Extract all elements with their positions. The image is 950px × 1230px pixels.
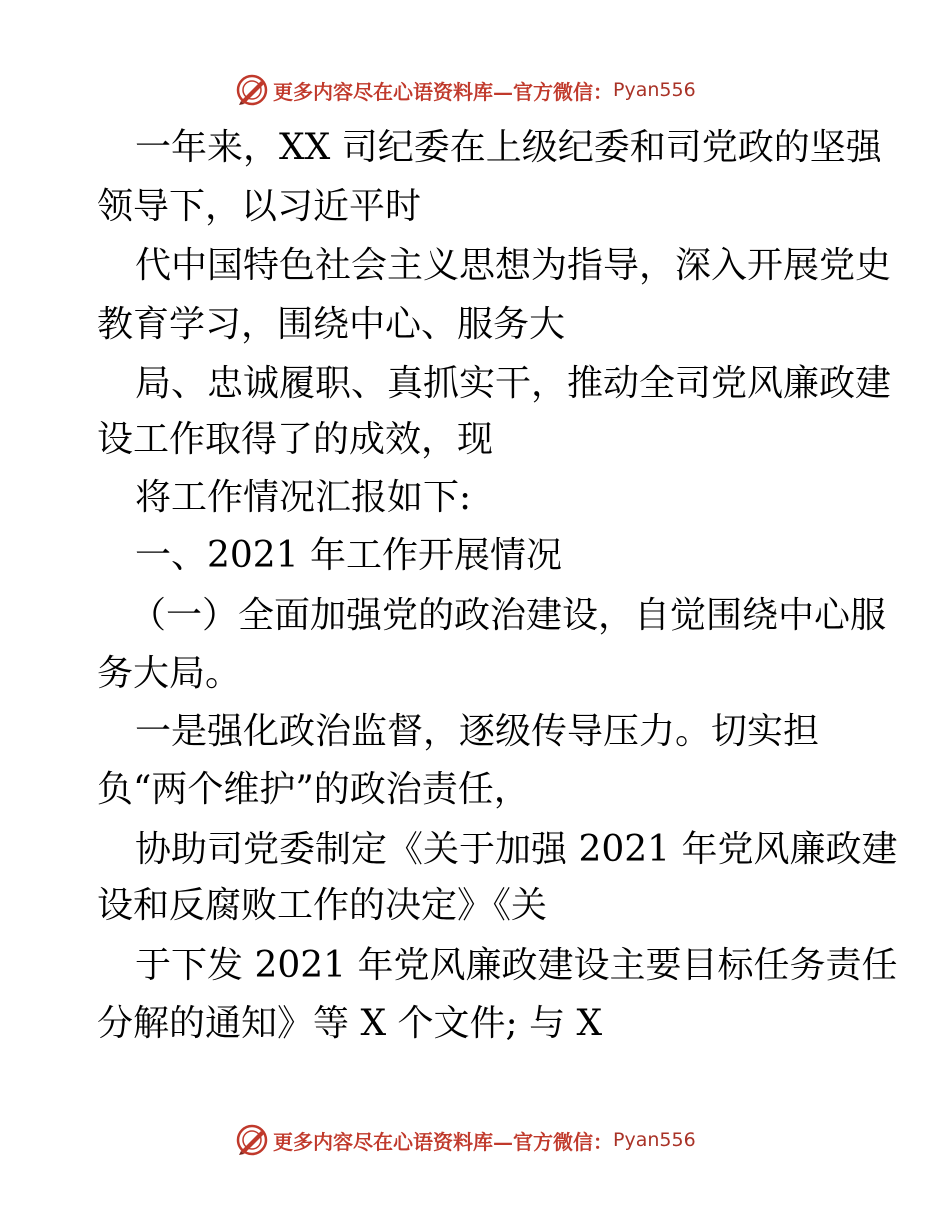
body-line: 领导下，以习近平时 xyxy=(97,186,422,227)
body-line: 分解的通知》等 X 个文件; 与 X xyxy=(97,1003,603,1044)
header-banner-text: 更多内容尽在心语资料库—官方微信： xyxy=(273,79,613,104)
body-line: 务大局。 xyxy=(97,653,242,694)
footer-banner-contact: Pyan556 xyxy=(613,1129,696,1151)
header-banner-contact: Pyan556 xyxy=(613,79,696,101)
body-line: 一是强化政治监督，逐级传导压力。切实担 xyxy=(135,711,820,752)
pen-logo-icon xyxy=(235,73,269,107)
body-line: 局、忠诚履职、真抓实干，推动全司党风廉政建 xyxy=(135,363,892,404)
body-line: 协助司党委制定《关于加强 2021 年党风廉政建 xyxy=(135,829,898,870)
subsection-heading: （一）全面加强党的政治建设，自觉围绕中心服 xyxy=(130,595,887,636)
body-line: 将工作情况汇报如下: xyxy=(135,477,472,518)
body-line: 教育学习，围绕中心、服务大 xyxy=(97,304,566,345)
pen-logo-icon xyxy=(235,1123,269,1157)
body-line: 设工作取得了的成效，现 xyxy=(97,419,494,460)
body-line: 负“两个维护”的政治责任， xyxy=(97,769,530,810)
body-line: 设和反腐败工作的决定》《关 xyxy=(97,885,548,926)
body-line: 代中国特色社会主义思想为指导，深入开展党史 xyxy=(135,245,892,286)
section-heading: 一、2021 年工作开展情况 xyxy=(135,535,563,576)
footer-banner xyxy=(235,1120,696,1160)
body-line: 于下发 2021 年党风廉政建设主要目标任务责任 xyxy=(135,945,898,986)
header-banner xyxy=(235,70,696,110)
body-line: 一年来，XX 司纪委在上级纪委和司党政的坚强 xyxy=(135,127,882,168)
footer-banner-text: 更多内容尽在心语资料库—官方微信： xyxy=(273,1129,613,1154)
